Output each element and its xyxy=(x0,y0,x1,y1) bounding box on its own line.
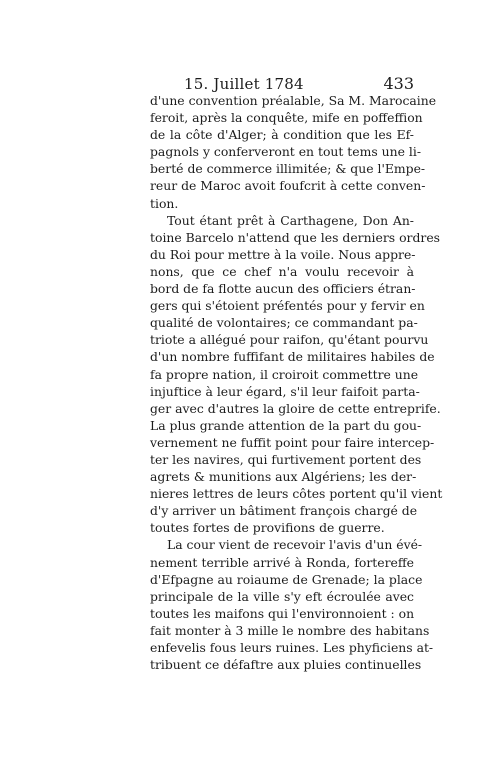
header-date: 15. Juillet 1784 xyxy=(184,75,304,93)
text-line: du Roi pour mettre à la voile. Nous appre- xyxy=(150,246,416,262)
text-line: agrets & munitions aux Algériens; les der- xyxy=(150,469,417,485)
text-line: fa propre nation, il croiroit commettre une xyxy=(150,366,419,382)
text-line: Tout étant prêt à Carthagene, Don An- xyxy=(167,212,414,228)
text-line: pagnols y conferveront en tout tems une li- xyxy=(150,144,422,160)
body-text xyxy=(150,92,443,673)
page-number: 433 xyxy=(383,74,414,93)
text-line: feroit, après la conquête, mife en poffeffion xyxy=(150,110,423,126)
text-line: injuftice à leur égard, s'il leur faifoit parta- xyxy=(150,383,420,399)
text-line: nement terrible arrivé à Ronda, fortereffe xyxy=(150,554,414,570)
text-line: qualité de volontaires; ce commandant pa- xyxy=(150,315,418,331)
text-line: d'y arriver un bâtiment françois chargé de xyxy=(150,503,418,519)
text-line: toutes les maifons qui l'environnoient : on xyxy=(150,605,415,621)
text-line: berté de commerce illimitée; & que l'Empe- xyxy=(150,161,426,177)
text-line: ger avec d'autres la gloire de cette entreprife. xyxy=(150,400,441,416)
text-line: d'un nombre fuffifant de militaires habiles de xyxy=(150,349,435,365)
text-line: enfevelis fous leurs ruines. Les phyficiens at- xyxy=(150,640,434,655)
text-line: fait monter à 3 mille le nombre des habitans xyxy=(150,622,430,638)
text-line: reur de Maroc avoit foufcrit à cette conven- xyxy=(150,178,426,194)
text-line: de la côte d'Alger; à condition que les Ef- xyxy=(150,127,414,143)
text-line: vernement ne fuffit point pour faire intercep- xyxy=(150,434,435,450)
text-line: nons, que ce chef n'a voulu recevoir à xyxy=(150,263,414,279)
text-line: tribuent ce défaftre aux pluies continuelles xyxy=(150,657,422,673)
text-line: principale de la ville s'y eft écroulée avec xyxy=(150,588,414,604)
text-line: La plus grande attention de la part du gou- xyxy=(150,417,422,433)
text-line: triote a allégué pour raifon, qu'étant pourvu xyxy=(150,332,429,348)
text-line: nieres lettres de leurs côtes portent qu'il vient xyxy=(150,486,443,502)
text-line: d'une convention préalable, Sa M. Marocaine xyxy=(150,93,437,108)
text-line: tion. xyxy=(150,195,179,211)
text-line: toine Barcelo n'attend que les derniers ordres xyxy=(150,229,441,245)
text-line: toutes fortes de provifions de guerre. xyxy=(150,520,385,536)
text-line: d'Efpagne au roiaume de Grenade; la place xyxy=(150,571,423,587)
text-line: La cour vient de recevoir l'avis d'un évé- xyxy=(167,537,423,553)
text-line: ter les navires, qui furtivement portent des xyxy=(150,451,422,467)
text-line: bord de fa flotte aucun des officiers étran- xyxy=(150,281,416,297)
text-line: gers qui s'étoient préfentés pour y fervir en xyxy=(150,298,425,314)
